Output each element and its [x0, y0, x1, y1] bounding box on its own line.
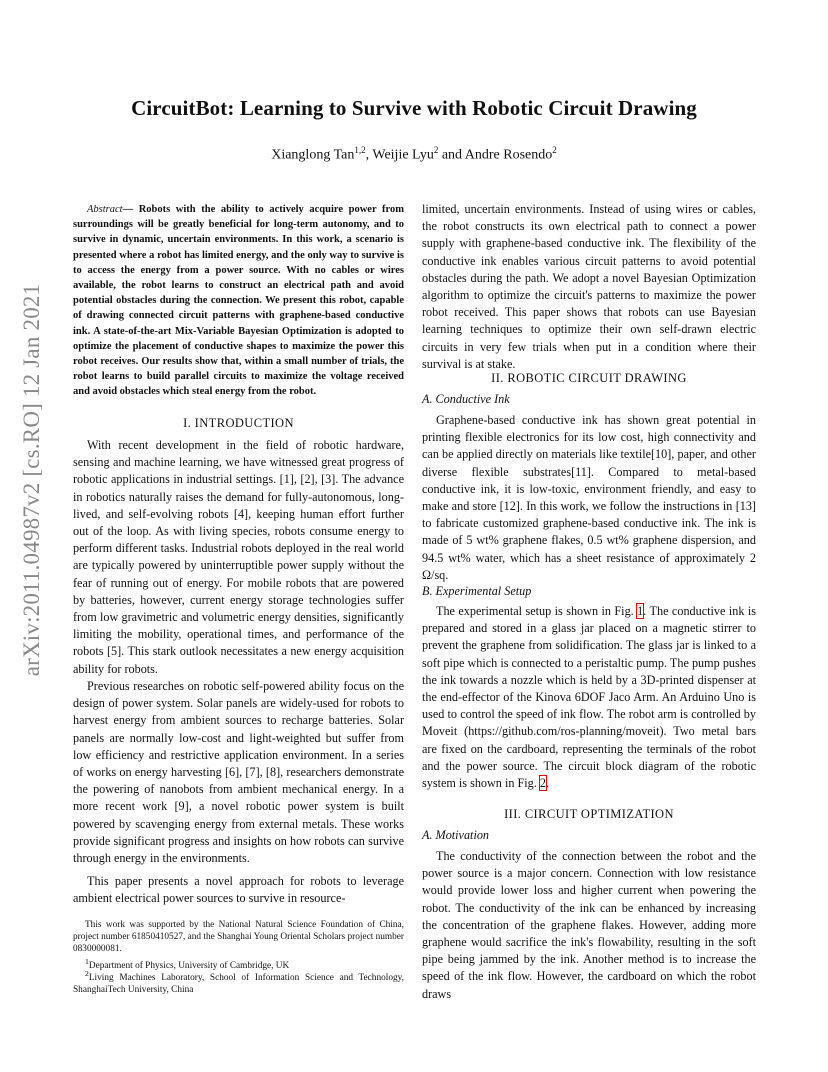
- affiliation-mark: 2: [433, 145, 439, 155]
- arxiv-identifier: arXiv:2011.04987v2 [cs.RO] 12 Jan 2021: [19, 283, 44, 677]
- intro-paragraph-2: [73, 678, 404, 867]
- abstract-text: — Robots with the ability to actively acquire power from surroundings will be greatly beneficial for long-term autonomy, and to survive in dynamic, uncertain environments. In this work, a scenario is presented where a robot has limited energy, and the only way to survive is to access the energy from a power source. With no cables or wires available, the robot learns to construct an electrical path and avoid potential obstacles during the connection. We present this robot, capable of drawing connected circuit patterns with graphene-based conductive ink. A state-of-the-art Mix-Variable Bayesian Optimization is adopted to optimize the placement of conductive shapes to maximize the power this robot receives. Our results show that, within a small number of trials, the robot learns to build parallel circuits to maximize the voltage received and avoid obstacles which steal energy from the robot.: [73, 204, 404, 398]
- author-list: [0, 145, 828, 164]
- subsection-heading-conductive-ink: A. Conductive Ink: [422, 392, 510, 406]
- subsection-heading-experimental-setup: B. Experimental Setup: [422, 584, 532, 598]
- author-name: and Andre Rosendo: [438, 147, 553, 163]
- paragraph-text: .: [545, 776, 549, 791]
- footnote-affiliation-2: [73, 968, 404, 996]
- intro-paragraph-1: [73, 437, 404, 678]
- paragraph-text: The conductivity of the connection between the robot and the power source is a major concern. Connection with low resistance would provide lower loss and higher current when powering the robot. The conductivity of the ink can be enhanced by increasing the concentration of the graphene flakes. However, adding more graphene would sacrifice the ink's flowability, resulting in the soft pipe being jammed by the ink. Another method is to increase the speed of the ink flow. However, the cardboard on which the robot draws: [422, 849, 756, 1001]
- paragraph-text: With recent development in the field of robotic hardware, sensing and machine learning, we have witnessed great progress of robotic applications in industrial settings. [1], [2], [3]. The advance in robotics naturally raises the demand for fully-autonomous, long-lived, and self-evolving robots [4], keeping human effort further out of the loop. As with living species, robots consume energy to perform different tasks. Industrial robots deployed in the real world are typically powered by uninterruptible power supply without the fear of running out of energy. For mobile robots that are powered by batteries, however, current energy storage technologies suffer from low gravimetric and volumetric energy densities, significantly limiting the mobility, operational times, and performance of the robots [5]. This stark outlook necessitates a new energy acquisition ability for robots.: [73, 438, 404, 676]
- conductive-ink-paragraph: [422, 412, 756, 584]
- footnote-text: Living Machines Laboratory, School of Information Science and Technology, ShanghaiTech University, China: [73, 973, 404, 996]
- footnote-funding: [73, 919, 404, 955]
- motivation-paragraph: [422, 848, 756, 1003]
- abstract-label: Abstract: [87, 204, 123, 215]
- author-name: Xianglong Tan: [271, 147, 355, 163]
- figure-2-link[interactable]: 2: [539, 776, 546, 791]
- intro-paragraph-3-continued: limited, uncertain environments. Instead of using wires or cables, the robot constructs its own electrical path to connect a power supply with graphene-based conductive ink. The flexibility of the conductive ink enables various circuit patterns to avoid potential obstacles during the path. We adopt a novel Bayesian Optimization algorithm to optimize the circuit's patterns to maximize the power robot received. This paper shows that robots can use Bayesian learning techniques to optimize their own self-drawn electric circuits in very few trials when put in a condition where their survival is at stake.: [422, 202, 756, 371]
- affiliation-mark: 2: [552, 145, 557, 155]
- affiliation-mark: 1,2: [354, 145, 366, 155]
- section-heading-circuit-optimization: III. CIRCUIT OPTIMIZATION: [504, 807, 674, 821]
- figure-1-link[interactable]: 1: [637, 604, 644, 618]
- paragraph-text: Previous researches on robotic self-powered ability focus on the design of power system. Solar panels are widely-used for robots to harvest energy from ambient sources to recharge batteries. Solar panels are normally low-cost and light-weighted but suffer from low efficiency and restrictive application environment. In a series of works on energy harvesting [6], [7], [8], researchers demonstrate the powering of nanobots from ambient mechanical energy. In a more recent work [9], a novel robotic power system is built powered by scavenging energy from external metals. These works provide significant progress and insights on how robots can survive through energy in the environments.: [73, 679, 404, 866]
- paper-title: CircuitBot: Learning to Survive with Robotic Circuit Drawing: [131, 96, 697, 120]
- author-name: , Weijie Lyu: [365, 147, 434, 163]
- section-heading-robotic-circuit-drawing: II. ROBOTIC CIRCUIT DRAWING: [491, 371, 687, 385]
- paragraph-text: The experimental setup is shown in Fig.: [436, 604, 638, 618]
- footnote-mark: 1: [85, 957, 89, 966]
- abstract: [73, 202, 404, 400]
- paragraph-text: Graphene-based conductive ink has shown great potential in printing flexible electronics for its low cost, high connectivity and can be applied directly on materials like textile[10], paper, and other diverse flexible substrates[11]. Compared to metal-based conductive ink, it is low-toxic, environment friendly, and easy to make and store [12]. In this work, we follow the instructions in [13] to fabricate customized graphene-based conductive ink. The ink is made of 5 wt% graphene flakes, 0.5 wt% graphene dispersion, and 94.5 wt% water, which has a sheet resistance of approximately 2 Ω/sq.: [422, 413, 756, 582]
- footnote-mark: 2: [85, 969, 89, 978]
- paragraph-text: This paper presents a novel approach for robots to leverage ambient electrical power sources to survive in resource-: [73, 874, 404, 906]
- intro-paragraph-3: [73, 873, 404, 907]
- arxiv-side-label: [12, 283, 52, 677]
- subsection-heading-motivation: A. Motivation: [422, 828, 490, 842]
- footnote-text: Department of Physics, University of Cambridge, UK: [88, 961, 290, 972]
- paragraph-text: . The conductive ink is prepared and stored in a glass jar placed on a magnetic stirrer to prevent the graphene from solidification. The glass jar is linked to a soft pipe which is connected to a peristaltic pump. The pump pushes the ink towards a nozzle which is held by a 3D-printed dispenser at the end-effector of the Kinova 6DOF Jaco Arm. An Arduino Uno is used to control the speed of ink flow. The robot arm is controlled by Moveit (https://github.com/ros-planning/moveit). Two metal bars are fixed on the cardboard, representing the terminals of the robot and the power source. The circuit block diagram of the robotic system is shown in Fig.: [422, 604, 757, 791]
- footnote-text: This work was supported by the National Natural Science Foundation of China, project number 61850410527, and the Shanghai Young Oriental Scholars project number 0830000081.: [73, 920, 405, 955]
- section-heading-introduction: I. INTRODUCTION: [183, 416, 294, 430]
- experimental-setup-paragraph: [422, 603, 756, 792]
